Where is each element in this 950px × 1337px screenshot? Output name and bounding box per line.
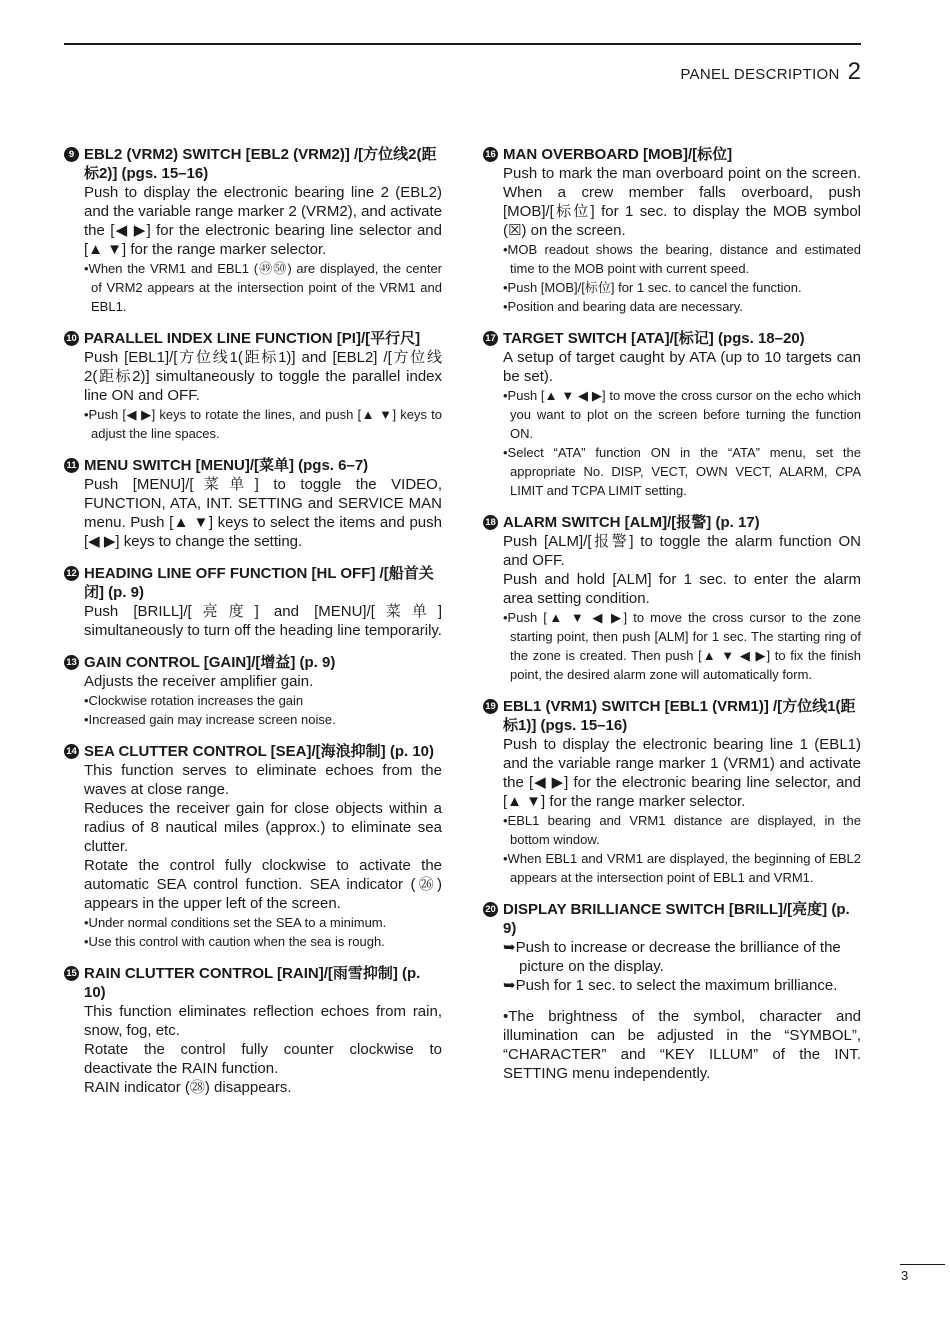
section-title: [483, 145, 861, 164]
paragraph: Push [BRILL]/[亮度] and [MENU]/[菜单] simultaneously to turn off the heading line temporarily.: [84, 603, 442, 639]
section-number-badge: 9: [64, 147, 79, 162]
section-number-badge: 15: [64, 966, 79, 981]
section-number-badge: 14: [64, 744, 79, 759]
section-title: [64, 564, 442, 602]
section-number-badge: 19: [483, 699, 498, 714]
bullet-item: •Push [MOB]/[标位] for 1 sec. to cancel the function.: [503, 280, 802, 295]
section-16: [483, 145, 861, 316]
section-15: [64, 964, 442, 1097]
section-body: [64, 1002, 442, 1097]
section-10: [64, 329, 442, 443]
section-14: [64, 742, 442, 951]
header-title: PANEL DESCRIPTION: [680, 66, 840, 83]
section-body: [64, 348, 442, 443]
spacer: [503, 995, 861, 1007]
section-title: [64, 456, 442, 475]
section-title-text: GAIN CONTROL [GAIN]/[增益] (p. 9): [84, 654, 336, 671]
bullet-item: •When EBL1 and VRM1 are displayed, the beginning of EBL2 appears at the intersection point of EBL1 and VRM1.: [503, 851, 861, 885]
section-18: [483, 513, 861, 684]
section-title-text: TARGET SWITCH [ATA]/[标记] (pgs. 18–20): [503, 330, 805, 347]
section-title-text: DISPLAY BRILLIANCE SWITCH [BRILL]/[亮度] (p. 9): [503, 901, 850, 937]
section-20: [483, 900, 861, 1083]
left-column: [64, 145, 442, 1110]
section-title-text: HEADING LINE OFF FUNCTION [HL OFF] /[船首关闭] (p. 9): [84, 565, 434, 601]
paragraph: Push to display the electronic bearing line 2 (EBL2) and the variable range marker 2 (VRM2), and activate the [◀ ▶] for the electronic bearing line selector and [▲ ▼] for the range marker selector.: [84, 184, 442, 258]
section-19: [483, 697, 861, 887]
section-title: [64, 653, 442, 672]
bullet-item: •Select “ATA” function ON in the “ATA” menu, set the appropriate No. DISP, VECT, OWN VECT, ALARM, CPA LIMIT and TCPA LIMIT setting.: [503, 445, 861, 498]
section-title-text: ALARM SWITCH [ALM]/[报警] (p. 17): [503, 514, 760, 531]
bullet-item: •MOB readout shows the bearing, distance and estimated time to the MOB point with current speed.: [503, 242, 861, 276]
paragraph: Push to mark the man overboard point on the screen. When a crew member falls overboard, push [MOB]/[标位] for 1 sec. to display the MOB symbol (☒) on the screen.: [503, 165, 861, 239]
section-title-text: MAN OVERBOARD [MOB]/[标位]: [503, 146, 733, 163]
section-title: [483, 900, 861, 938]
section-title-text: EBL2 (VRM2) SWITCH [EBL2 (VRM2)] /[方位线2(距标2)] (pgs. 15–16): [84, 146, 437, 182]
page-header: [680, 58, 861, 86]
bullet-item: •Push [◀ ▶] keys to rotate the lines, and push [▲ ▼] keys to adjust the line spaces.: [84, 407, 442, 441]
section-body: [483, 532, 861, 684]
section-title: [483, 697, 861, 735]
section-body: [483, 164, 861, 316]
section-number-badge: 11: [64, 458, 79, 473]
section-17: [483, 329, 861, 500]
section-number-badge: 10: [64, 331, 79, 346]
section-body: [483, 348, 861, 500]
paragraph: Rotate the control fully clockwise to activate the automatic SEA control function. SEA indicator (㉖) appears in the upper left of the screen.: [84, 857, 442, 912]
section-title: [64, 742, 442, 761]
section-title: [483, 513, 861, 532]
section-number-badge: 12: [64, 566, 79, 581]
paragraph: A setup of target caught by ATA (up to 10 targets can be set).: [503, 349, 861, 385]
paragraph: Push [MENU]/[菜单] to toggle the VIDEO, FUNCTION, ATA, INT. SETTING and SERVICE MAN menu. Push [▲ ▼] keys to select the items and push [◀ ▶] keys to change the setting.: [84, 476, 442, 550]
bullet-item: •Push [▲ ▼ ◀ ▶] to move the cross cursor to the zone starting point, then push [ALM] for 1 sec. The starting ring of the zone is created. Then push [▲ ▼ ◀ ▶] to fix the finish point, the desired alarm zone will automatically form.: [503, 610, 861, 682]
section-body: [64, 672, 442, 729]
arrow-item: ➥Push to increase or decrease the brilliance of the picture on the display.: [503, 939, 841, 975]
section-title: [483, 329, 861, 348]
section-body: [64, 761, 442, 951]
bullet-item: •Clockwise rotation increases the gain: [84, 693, 304, 708]
top-rule: [64, 43, 861, 45]
bullet-item: •When the VRM1 and EBL1 (㊾㊿) are displayed, the center of VRM2 appears at the intersection point of the VRM1 and EBL1.: [84, 261, 442, 314]
paragraph: This function serves to eliminate echoes from the waves at close range.: [84, 762, 442, 798]
section-title: [64, 964, 442, 1002]
section-11: [64, 456, 442, 551]
section-13: [64, 653, 442, 729]
section-12: [64, 564, 442, 640]
section-body: [64, 475, 442, 551]
section-body: [64, 602, 442, 640]
section-title-text: MENU SWITCH [MENU]/[菜单] (pgs. 6–7): [84, 457, 369, 474]
paragraph: Adjusts the receiver amplifier gain.: [84, 673, 314, 690]
paragraph: Reduces the receiver gain for close objects within a radius of 8 nautical miles (approx.) to eliminate sea clutter.: [84, 800, 442, 855]
section-number-badge: 16: [483, 147, 498, 162]
section-number-badge: 20: [483, 902, 498, 917]
bullet-item: •Push [▲ ▼ ◀ ▶] to move the cross cursor on the echo which you want to plot on the screen before turning the function ON.: [503, 388, 861, 441]
paragraph: Push [ALM]/[报警] to toggle the alarm function ON and OFF.: [503, 533, 861, 569]
paragraph: This function eliminates reflection echoes from rain, snow, fog, etc.: [84, 1003, 442, 1039]
section-body: [483, 735, 861, 887]
bullet-item: •EBL1 bearing and VRM1 distance are displayed, in the bottom window.: [503, 813, 861, 847]
bullet-item: •Use this control with caution when the sea is rough.: [84, 934, 385, 949]
bullet-item: •Increased gain may increase screen noise.: [84, 712, 336, 727]
section-9: [64, 145, 442, 316]
right-column: [483, 145, 861, 1096]
footer-rule: [900, 1264, 945, 1265]
section-title-text: SEA CLUTTER CONTROL [SEA]/[海浪抑制] (p. 10): [84, 743, 434, 760]
section-title: [64, 329, 442, 348]
arrow-item: ➥Push for 1 sec. to select the maximum brilliance.: [503, 977, 838, 994]
section-number-badge: 18: [483, 515, 498, 530]
paragraph: •The brightness of the symbol, character and illumination can be adjusted in the “SYMBOL”, “CHARACTER” and “KEY ILLUM” of the INT. SETTING menu independently.: [503, 1008, 861, 1082]
paragraph: Push to display the electronic bearing line 1 (EBL1) and the variable range marker 1 (VRM1) and activate the [◀ ▶] for the electronic bearing line selector, and [▲ ▼] for the range marker selector.: [503, 736, 861, 810]
section-title-text: RAIN CLUTTER CONTROL [RAIN]/[雨雪抑制] (p. 10): [84, 965, 421, 1001]
section-body: [64, 183, 442, 316]
header-chapter: 2: [847, 58, 861, 85]
bullet-item: •Position and bearing data are necessary.: [503, 299, 743, 314]
paragraph: Push [EBL1]/[方位线1(距标1)] and [EBL2] /[方位线2(距标2)] simultaneously to toggle the parallel index line ON and OFF.: [84, 349, 442, 404]
section-number-badge: 17: [483, 331, 498, 346]
section-number-badge: 13: [64, 655, 79, 670]
section-body: [483, 938, 861, 1083]
section-title-text: PARALLEL INDEX LINE FUNCTION [PI]/[平行尺]: [84, 330, 421, 347]
section-title: [64, 145, 442, 183]
bullet-item: •Under normal conditions set the SEA to a minimum.: [84, 915, 387, 930]
paragraph: RAIN indicator (㉘) disappears.: [84, 1079, 292, 1096]
page-number: 3: [901, 1268, 909, 1283]
section-title-text: EBL1 (VRM1) SWITCH [EBL1 (VRM1)] /[方位线1(距标1)] (pgs. 15–16): [503, 698, 856, 734]
paragraph: Rotate the control fully counter clockwise to deactivate the RAIN function.: [84, 1041, 442, 1077]
paragraph: Push and hold [ALM] for 1 sec. to enter the alarm area setting condition.: [503, 571, 861, 607]
